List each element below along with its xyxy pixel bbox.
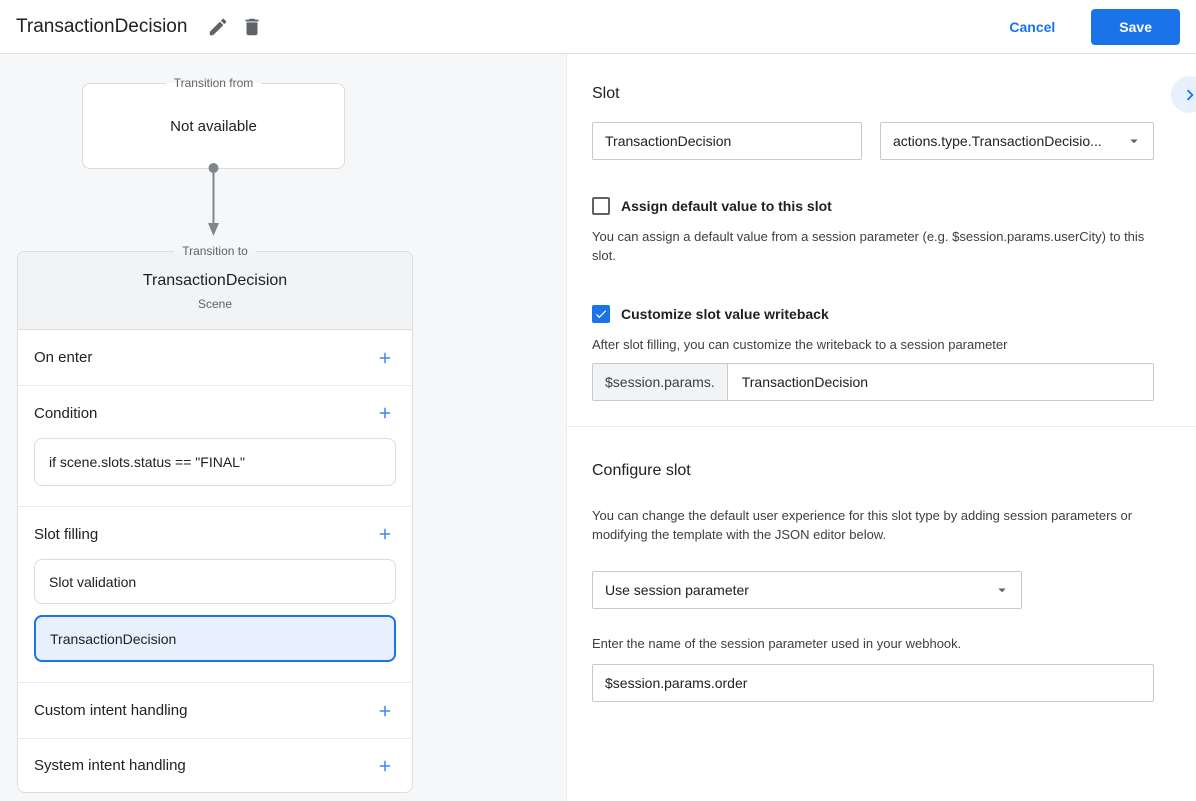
add-slot-button[interactable] — [374, 523, 396, 545]
plus-icon — [376, 757, 394, 775]
transition-from-box — [82, 76, 345, 169]
system-intent-label: System intent handling — [34, 757, 186, 774]
scene-card-header[interactable] — [18, 252, 412, 330]
custom-intent-label: Custom intent handling — [34, 702, 188, 719]
system-intent-section[interactable] — [18, 739, 412, 792]
slot-editor-panel — [567, 54, 1196, 801]
slot-filling-label: Slot filling — [34, 525, 99, 543]
chevron-right-icon — [1179, 84, 1196, 106]
writeback-description: After slot filling, you can customize the writeback to a session parameter — [592, 337, 1008, 352]
configure-slot-description: You can change the default user experience for this slot type by adding session parameters or modifying the template with the JSON editor below. — [592, 508, 1133, 542]
plus-icon — [376, 702, 394, 720]
add-condition-button[interactable] — [374, 402, 396, 424]
condition-section — [18, 386, 412, 507]
flow-arrow-icon — [205, 163, 222, 242]
assign-default-description: You can assign a default value from a session parameter (e.g. $session.params.userCity) to this slot. — [592, 229, 1145, 263]
slot-config-value: Use session parameter — [605, 582, 749, 598]
cancel-button[interactable]: Cancel — [997, 11, 1067, 43]
configure-slot-heading: Configure slot — [592, 462, 691, 479]
assign-default-checkbox-row[interactable] — [592, 197, 1182, 215]
condition-label: Condition — [34, 404, 98, 422]
scene-name: TransactionDecision — [142, 272, 288, 289]
plus-icon — [376, 404, 394, 422]
add-custom-intent-button[interactable] — [374, 700, 396, 722]
writeback-param-field — [592, 363, 1154, 401]
scene-diagram-canvas — [0, 54, 567, 801]
slot-name-input[interactable] — [592, 122, 862, 160]
on-enter-label: On enter — [34, 349, 93, 366]
transition-from-content: Not available — [170, 117, 257, 135]
on-enter-section[interactable] — [18, 330, 412, 386]
session-param-label: Enter the name of the session parameter used in your webhook. — [592, 636, 962, 651]
slot-heading: Slot — [592, 85, 620, 102]
writeback-param-prefix: $session.params. — [593, 364, 728, 400]
writeback-label: Customize slot value writeback — [621, 306, 829, 322]
plus-icon — [376, 349, 394, 367]
edit-title-button[interactable] — [201, 10, 235, 44]
collapse-panel-button[interactable] — [1171, 76, 1196, 113]
delete-scene-button[interactable] — [235, 10, 269, 44]
scene-type-label: Scene — [197, 297, 233, 311]
custom-intent-section[interactable] — [18, 683, 412, 739]
slot-item-validation[interactable]: Slot validation — [34, 559, 396, 604]
transition-from-legend: Transition from — [166, 76, 262, 90]
trash-icon — [241, 16, 263, 38]
assign-default-label: Assign default value to this slot — [621, 198, 832, 214]
save-button[interactable]: Save — [1091, 9, 1180, 45]
slot-type-dropdown[interactable] — [880, 122, 1154, 160]
writeback-checkbox-row[interactable] — [592, 305, 1182, 323]
dropdown-arrow-icon — [1125, 132, 1143, 150]
condition-item[interactable]: if scene.slots.status == "FINAL" — [34, 438, 396, 486]
slot-config-dropdown[interactable] — [592, 571, 1022, 609]
top-bar — [0, 0, 1196, 54]
transition-to-legend: Transition to — [174, 244, 256, 258]
scene-card — [17, 244, 413, 793]
checkbox-checked-icon[interactable] — [592, 305, 610, 323]
dropdown-arrow-icon — [993, 581, 1011, 599]
writeback-param-input[interactable] — [728, 364, 1153, 400]
checkbox-unchecked-icon[interactable] — [592, 197, 610, 215]
plus-icon — [376, 525, 394, 543]
pencil-icon — [207, 16, 229, 38]
add-on-enter-button[interactable] — [374, 347, 396, 369]
slot-item-transaction-decision[interactable]: TransactionDecision — [34, 615, 396, 662]
session-param-input[interactable] — [592, 664, 1154, 702]
page-title: TransactionDecision — [16, 15, 188, 37]
slot-filling-section — [18, 507, 412, 683]
add-system-intent-button[interactable] — [374, 755, 396, 777]
slot-type-value: actions.type.TransactionDecisio... — [893, 133, 1102, 149]
